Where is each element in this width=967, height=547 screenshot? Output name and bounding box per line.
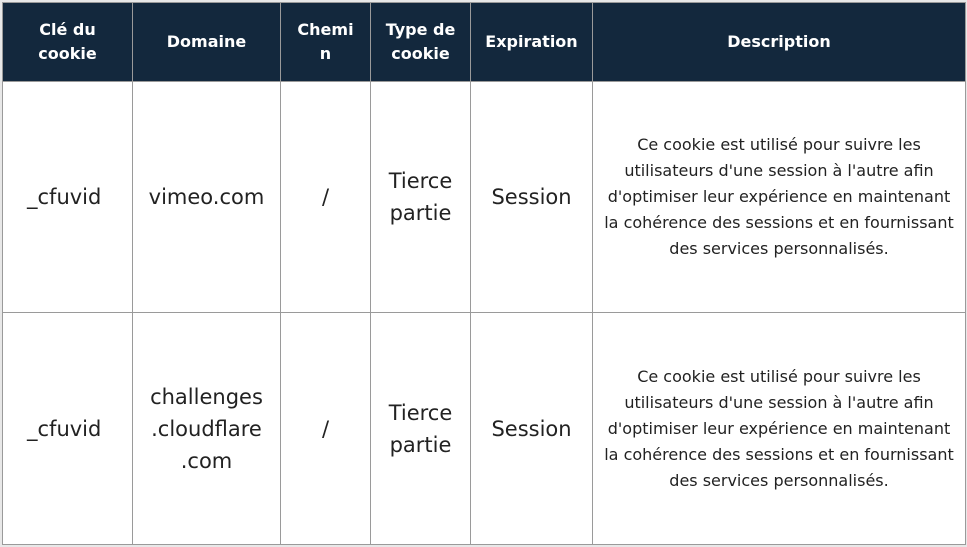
header-expiration: Expiration — [471, 3, 593, 82]
header-cookie-key: Clé du cookie — [3, 3, 133, 82]
description-cell: Ce cookie est utilisé pour suivre les utilisateurs d'une session à l'autre afin d'optimiser leur expérience en maintenant la cohérence des sessions et en fournissant des services personnalisés. — [593, 82, 966, 313]
header-cookie-type: Type de cookie — [371, 3, 471, 82]
expiration-cell: Session — [471, 313, 593, 545]
header-domain: Domaine — [133, 3, 281, 82]
header-row — [3, 3, 966, 82]
path-cell: / — [281, 313, 371, 545]
table-row — [3, 82, 966, 313]
cookie-type-cell: Tierce partie — [371, 313, 471, 545]
domain-cell: challenges .cloudflare .com — [133, 313, 281, 545]
cookie-type-cell: Tierce partie — [371, 82, 471, 313]
header-path: Chemi n — [281, 3, 371, 82]
cookie-table — [2, 2, 966, 545]
path-cell: / — [281, 82, 371, 313]
header-description: Description — [593, 3, 966, 82]
expiration-cell: Session — [471, 82, 593, 313]
cookie-key-cell: _cfuvid — [3, 313, 133, 545]
cookie-key-cell: _cfuvid — [3, 82, 133, 313]
domain-cell: vimeo.com — [133, 82, 281, 313]
description-cell: Ce cookie est utilisé pour suivre les utilisateurs d'une session à l'autre afin d'optimiser leur expérience en maintenant la cohérence des sessions et en fournissant des services personnalisés. — [593, 313, 966, 545]
table-row — [3, 313, 966, 545]
